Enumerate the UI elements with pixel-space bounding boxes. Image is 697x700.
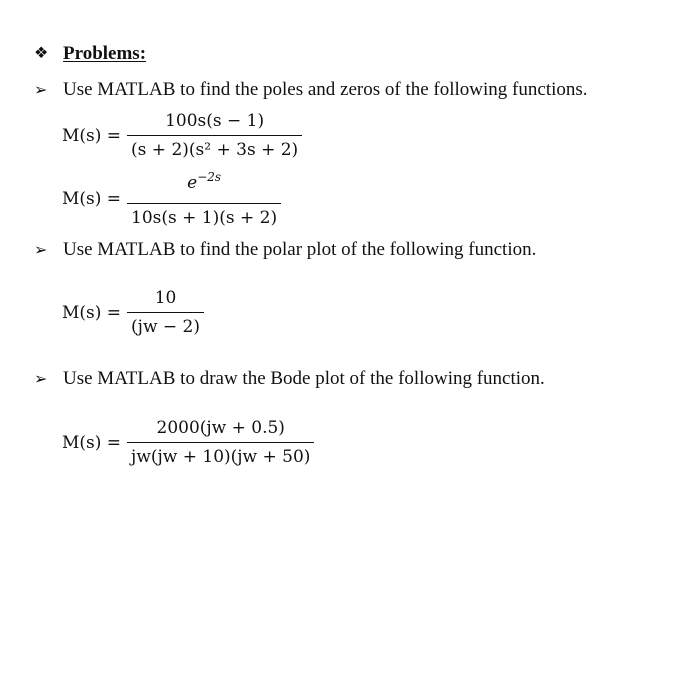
heading-bullet-icon: ❖ [34, 45, 49, 62]
equation-2-numerator-base: e [187, 173, 198, 193]
section-3-instruction: Use MATLAB to draw the Bode plot of the following function. [63, 368, 545, 389]
equation-3-lhs: M(s) = [62, 302, 122, 323]
section-2-arrow-icon: ➢ [34, 242, 48, 259]
equation-2-numerator-exponent: −2s [197, 170, 222, 184]
section-3-arrow-icon: ➢ [34, 371, 48, 388]
equation-3 [62, 288, 204, 337]
section-1-instruction: Use MATLAB to find the poles and zeros of the following functions. [63, 79, 588, 100]
problems-title: Problems: [63, 43, 147, 64]
equation-2-denominator: 10s(s + 1)(s + 2) [131, 208, 278, 228]
equation-1-fraction [127, 111, 302, 160]
equation-2-numerator [183, 170, 225, 203]
equation-3-numerator: 10 [154, 288, 177, 308]
equation-1-lhs: M(s) = [62, 125, 122, 146]
equation-1-numerator: 100s(s − 1) [165, 111, 265, 131]
equation-4-lhs: M(s) = [62, 432, 122, 453]
equation-2 [62, 170, 281, 228]
equation-3-fraction [127, 288, 204, 337]
equation-2-lhs: M(s) = [62, 189, 122, 209]
equation-4-fraction [127, 418, 314, 467]
equation-2-fraction [127, 170, 281, 228]
equation-4-denominator: jw(jw + 10)(jw + 50) [131, 447, 311, 467]
equation-1-denominator: (s + 2)(s² + 3s + 2) [131, 140, 299, 160]
equation-1 [62, 111, 302, 160]
equation-4-numerator: 2000(jw + 0.5) [156, 418, 285, 438]
section-1-arrow-icon: ➢ [34, 82, 48, 99]
equation-4 [62, 418, 314, 467]
equation-3-denominator: (jw − 2) [131, 317, 201, 337]
section-2-instruction: Use MATLAB to find the polar plot of the following function. [63, 239, 537, 260]
